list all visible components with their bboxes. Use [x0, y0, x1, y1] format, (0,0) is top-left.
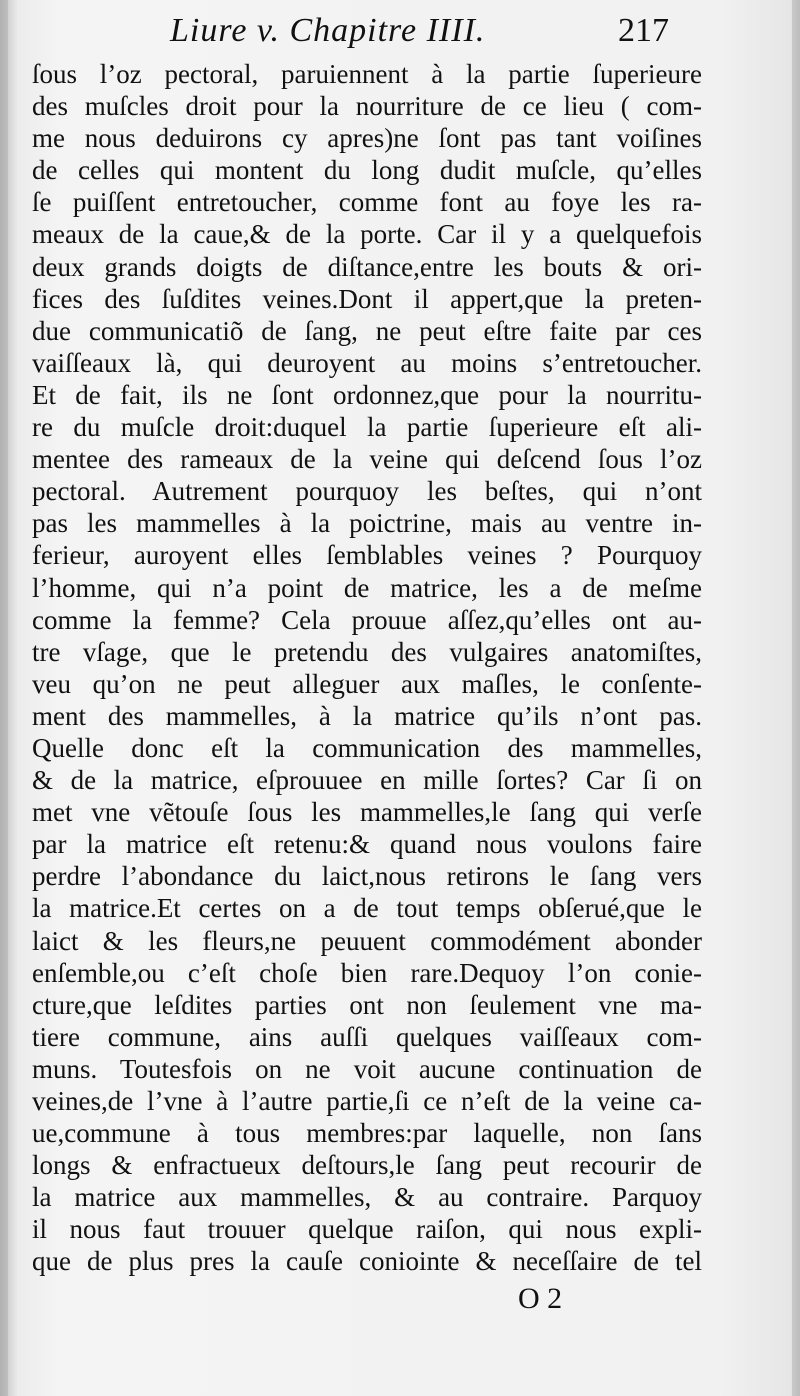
text-line: ment des mammelles, à la matrice qu’ils n’ont pas. — [32, 700, 702, 731]
text-line: vaiſſeaux là, qui deuroyent au moins s’entretoucher. — [32, 347, 702, 378]
text-line: l’homme, qui n’a point de matrice, les a de meſme — [32, 572, 702, 603]
text-line: meaux de la caue,& de la porte. Car il y a quelquefois — [32, 219, 702, 250]
text-line: muns. Toutesfois on ne voit aucune continuation de — [32, 1053, 702, 1084]
signature-mark: O 2 — [518, 1282, 563, 1315]
text-line: par la matrice eſt retenu:& quand nous voulons faire — [32, 829, 702, 860]
text-line: & de la matrice, eſprouuee en mille ſortes? Car ſi on — [32, 765, 702, 796]
text-line: Quelle donc eſt la communication des mammelles, — [32, 732, 702, 763]
text-line: ferieur, auroyent elles ſemblables veines ? Pourquoy — [32, 540, 702, 571]
text-line: fices des ſuſdites veines.Dont il appert,que la preten- — [32, 283, 702, 314]
text-line: la matrice.Et certes on a de tout temps obſerué,que le — [32, 893, 702, 924]
text-line: met vne vẽtouſe ſous les mammelles,le ſang qui verſe — [32, 797, 702, 828]
text-line: pectoral. Autrement pourquoy les beſtes, qui n’ont — [32, 476, 702, 507]
text-line: enſemble,ou c’eſt choſe bien rare.Dequoy l’on conie- — [32, 957, 702, 988]
text-line: deux grands doigts de diſtance,entre les bouts & ori- — [32, 251, 702, 282]
page-number: 217 — [618, 12, 669, 49]
text-line: que de plus pres la cauſe coniointe & neceſſaire de tel — [32, 1246, 702, 1277]
text-line: il nous faut trouuer quelque raiſon, qui nous expli- — [32, 1214, 702, 1245]
text-line: Et de fait, ils ne ſont ordonnez,que pour la nourritu- — [32, 379, 702, 410]
text-line: la matrice aux mammelles, & au contraire. Parquoy — [32, 1182, 702, 1213]
text-line: veu qu’on ne peut alleguer aux maſles, le conſente- — [32, 668, 702, 699]
text-line: ſe puiſſent entretoucher, comme font au foye les ra- — [32, 187, 702, 218]
text-line: ue,commune à tous membres:par laquelle, non ſans — [32, 1118, 702, 1149]
text-line: me nous deduirons cy apres)ne ſont pas tant voiſines — [32, 123, 702, 154]
text-line: re du muſcle droit:duquel la partie ſuperieure eſt ali- — [32, 412, 702, 443]
text-line: veines,de l’vne à l’autre partie,ſi ce n’eſt de la veine ca- — [32, 1086, 702, 1116]
text-line: pas les mammelles à la poictrine, mais au ventre in- — [32, 508, 702, 539]
text-line: perdre l’abondance du laict,nous retirons le ſang vers — [32, 861, 702, 892]
text-line: longs & enfractueux deſtours,le ſang peut recourir de — [32, 1150, 702, 1181]
text-line: ſous l’oz pectoral, paruiennent à la partie ſuperieure — [32, 59, 702, 89]
running-title: Liure v. Chapitre IIII. — [170, 12, 486, 49]
text-line: tiere commune, ains auſſi quelques vaiſſeaux com- — [32, 1021, 702, 1052]
body-text — [32, 58, 702, 1278]
text-line: comme la femme? Cela prouue aſſez,qu’elles ont au- — [32, 604, 702, 635]
text-line: due communicatiõ de ſang, ne peut eſtre faite par ces — [32, 315, 702, 346]
text-line: laict & les fleurs,ne peuuent commodément abonder — [32, 925, 702, 956]
text-line: des muſcles droit pour la nourriture de ce lieu ( com- — [32, 91, 702, 122]
text-line: de celles qui montent du long dudit muſcle, qu’elles — [32, 155, 702, 186]
right-page-edge — [792, 0, 800, 1396]
text-line: tre vſage, que le pretendu des vulgaires anatomiſtes, — [32, 636, 702, 667]
running-head — [0, 6, 800, 58]
text-line: mentee des rameaux de la veine qui deſcend ſous l’oz — [32, 444, 702, 475]
text-line: cture,que leſdites parties ont non ſeulement vne ma- — [32, 989, 702, 1020]
left-page-edge — [0, 0, 8, 1396]
